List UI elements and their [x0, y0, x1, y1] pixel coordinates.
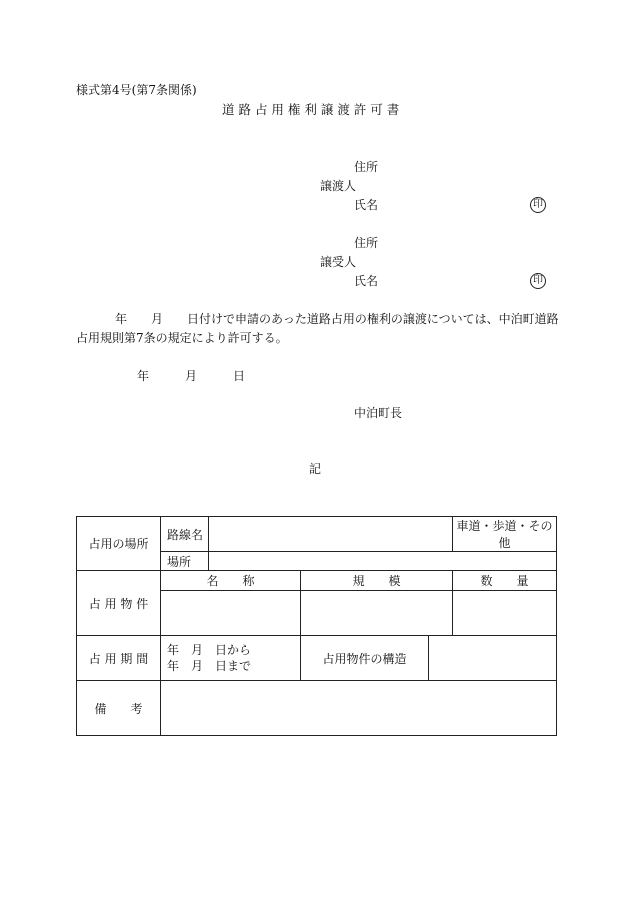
- location-label: 場所: [161, 552, 209, 571]
- column-name-header: 名 称: [161, 571, 301, 591]
- date-line: 年 月 日: [137, 369, 246, 383]
- form-number: 様式第4号(第7条関係): [76, 83, 197, 97]
- road-type-options[interactable]: 車道・歩道・その他: [453, 517, 557, 552]
- period-cell[interactable]: [161, 636, 301, 681]
- document-title: 道 路 占 用 権 利 譲 渡 許 可 書: [222, 102, 400, 117]
- body-text-line-2: 占用規則第7条の規定により許可する。: [76, 331, 288, 345]
- structure-value-cell[interactable]: [429, 636, 557, 681]
- transferee-address-label: 住所: [354, 236, 379, 250]
- transferor-name-label: 氏名: [354, 198, 379, 212]
- remarks-value-cell[interactable]: [161, 681, 557, 736]
- period-from: 年 月 日から: [167, 643, 252, 657]
- structure-label: 占用物件の構造: [301, 636, 429, 681]
- period-to: 年 月 日まで: [167, 659, 252, 673]
- transferor-role-label: 譲渡人: [320, 179, 357, 193]
- transferor-address-label: 住所: [354, 160, 379, 174]
- transferee-seal-icon: 印: [530, 273, 546, 289]
- column-scale-header: 規 模: [301, 571, 453, 591]
- body-text-line-1: 年 月 日付けで申請のあった道路占用の権利の譲渡については、中泊町道路: [115, 312, 559, 326]
- remarks-header: 備 考: [77, 681, 161, 736]
- objects-header: 占 用 物 件: [77, 571, 161, 636]
- period-header: 占 用 期 間: [77, 636, 161, 681]
- object-name-cell[interactable]: [161, 591, 301, 636]
- object-quantity-cell[interactable]: [453, 591, 557, 636]
- issuer-title: 中泊町長: [354, 406, 403, 420]
- transferor-seal-icon: 印: [530, 197, 546, 213]
- transferee-role-label: 譲受人: [320, 255, 357, 269]
- transferee-name-label: 氏名: [354, 274, 379, 288]
- object-scale-cell[interactable]: [301, 591, 453, 636]
- column-quantity-header: 数 量: [453, 571, 557, 591]
- ki-heading: 記: [309, 462, 322, 476]
- location-value-cell[interactable]: [209, 552, 557, 571]
- route-value-cell[interactable]: [209, 517, 453, 552]
- place-header: 占用の場所: [77, 517, 161, 571]
- route-label: 路線名: [161, 517, 209, 552]
- occupancy-details-table: [76, 516, 557, 736]
